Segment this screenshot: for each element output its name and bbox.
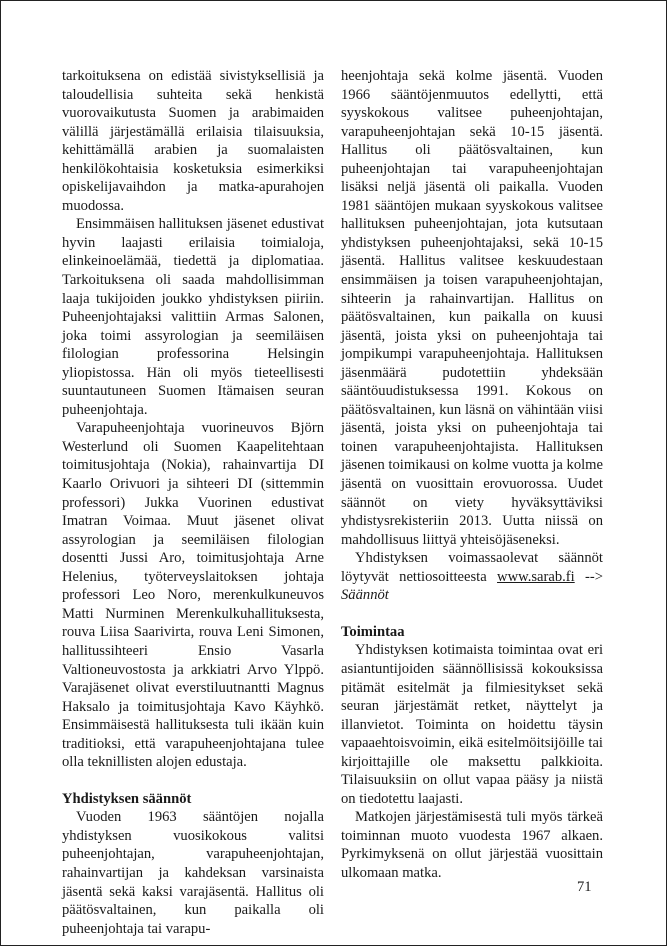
paragraph: Yhdistyksen kotimaista toimintaa ovat eri asiantuntijoiden säännöllisissä kokouksissa pitämät esitelmät ja filmiesitykset sekä seuran järjestämät retket, näyttelyt ja illanvietot. Toiminta on hoidettu täysin vapaaehtoisvoimin, eikä esitelmöitsijöille tai kirjoittajille ole maksettu palkkioita. Tilaisuuksiin on ollut vapaa pääsy ja niistä on tiedotettu laajasti. xyxy=(341,642,603,807)
paragraph: Ensimmäisen hallituksen jäsenet edustivat hyvin laajasti erilaisia toimialoja, elinkeinoelämää, tiedettä ja diplomatiaa. Tarkoituksena oli saada mahdollisimman laaja tukijoiden joukko yhdistyksen piiriin. Puheenjohtajaksi valittiin Armas Salonen, joka toimi assyrologian ja seemiläisen filologian professorina Helsingin yliopistossa. Hän oli myös tieteellisesti suuntautuneen Suomen Itämaisen seuran puheenjohtaja. xyxy=(62,216,324,418)
left-column xyxy=(62,67,324,938)
right-column xyxy=(341,67,603,883)
paragraph: Vuoden 1963 sääntöjen nojalla yhdistyksen vuosikokous valitsi puheenjohtajan, varapuheenjohtajan, rahainvartijan ja kahdeksan varsinaista jäsentä sekä kaksi varajäsentä. Hallitus oli päätösvaltainen, kun paikalla oli puheenjohtaja tai varapu- xyxy=(62,809,324,937)
website-link[interactable]: www.sarab.fi xyxy=(497,568,575,585)
rules-link-text: Yhdistyksen voimassaolevat säännöt löytyvät nettiosoitteesta xyxy=(341,550,603,585)
paragraph: Varapuheenjohtaja vuorineuvos Björn Westerlund oli Suomen Kaapelitehtaan toimitusjohtaja (Nokia), rahainvartija DI Kaarlo Orivuori ja sihteeri DI (sittemmin professori) Jukka Vuorinen edustivat Imatran Voimaa. Muut jäsenet olivat assyrologian ja seemiläisen filologian dosentti Jussi Aro, toimitusjohtaja Arne Helenius, työterveyslaitoksen johtaja professori Leo Noro, merenkulkuneuvos Matti Nurminen Merenkulkuhallituksesta, rouva Liisa Saarivirta, rouva Leni Simonen, hallitussihteeri Ensio Vasarla Valtioneuvostosta ja arkkiatri Arvo Ylppö. Varajäsenet olivat everstiluutnantti Magnus Haksalo ja toimitusjohtaja Kavo Käyhkö. Ensimmäisestä hallituksesta tuli ikään kuin traditioksi, että varapuheenjohtajana tulee olla teknillisten alojen edustaja. xyxy=(62,420,324,771)
section-heading-activities: Toimintaa xyxy=(341,623,405,640)
paragraph: Matkojen järjestämisestä tuli myös tärkeä toiminnan muoto vuodesta 1967 alkaen. Pyrkimyksenä on ollut järjestää vuosittain ulkomaan matka. xyxy=(341,809,603,881)
arrow-text: --> xyxy=(585,568,603,585)
paragraph: tarkoituksena on edistää sivistyksellisiä ja taloudellisia suhteita sekä henkistä vuorovaikutusta Suomen ja arabimaiden välillä järjestämällä erilaisia tilaisuuksia, kehittämällä arabien ja suomalaisten henkilökohtaisia kosketuksia esimerkiksi opiskelijavaihdon ja matka-apurahojen muodossa. xyxy=(62,68,324,214)
paragraph: heenjohtaja sekä kolme jäsentä. Vuoden 1966 sääntöjenmuutos edellytti, että syyskokous valitsee puheenjohtajan, varapuheenjohtajan sekä 10-15 jäsentä. Hallitus oli päätösvaltainen, kun puheenjohtajan tai varapuheenjohtajan lisäksi neljä jäsentä oli paikalla. Vuoden 1981 sääntöjen mukaan syyskokous valitsee hallituksen puheenjohtajan, jota kutsutaan yhdistyksen puheenjohtajaksi, sekä 10-15 jäsentä. Hallitus valitsee keskuudestaan ensimmäisen ja toisen varapuheenjohtajan, sihteerin ja rahainvartijan. Hallitus on päätösvaltainen, kun paikalla on kuusi jäsentä, joista yksi on puheenjohtaja tai jompikumpi varapuheenjohtaja. Hallituksen jäsenmäärä pudotettiin yhdeksään sääntöuudistuksessa 1991. Kokous on päätösvaltainen, kun läsnä on vähintään viisi jäsentä, joista yksi on puheenjohtaja tai toinen varapuheenjohtajista. Hallituksen jäsenen toimikausi on kolme vuotta ja kolme jäsentä on vuosittain erovuorossa. Uudet säännöt on viety hyväksyttäviksi yhdistysrekisteriin 2013. Uutta niissä on mahdollisuus liittyä yhteisöjäseneksi. xyxy=(341,68,603,548)
rules-italic: Säännöt xyxy=(341,587,389,604)
section-heading-rules: Yhdistyksen säännöt xyxy=(62,790,192,807)
paragraph-rules-link xyxy=(341,549,603,605)
page-number: 71 xyxy=(577,879,592,895)
